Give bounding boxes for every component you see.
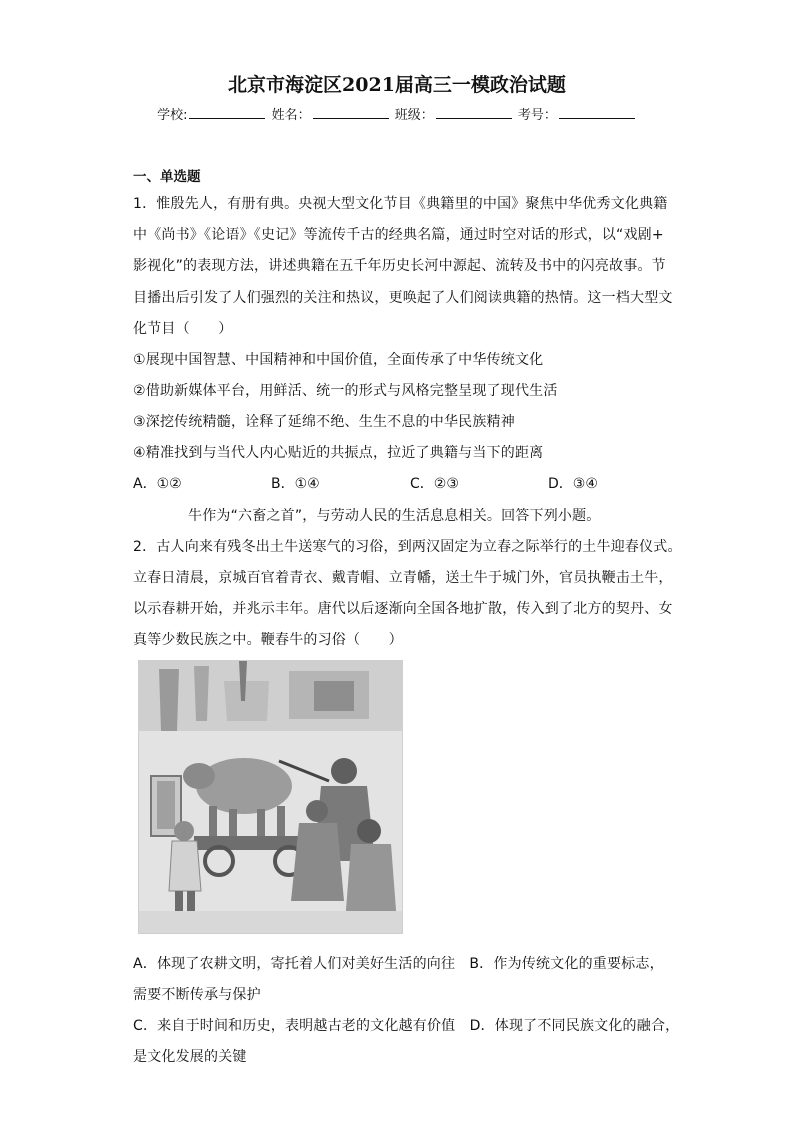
school-blank xyxy=(189,106,265,119)
q1-statement-1: ①展现中国智慧、中国精神和中国价值，全面传承了中华传统文化 xyxy=(133,352,544,368)
name-blank xyxy=(313,106,389,119)
q1-option-a: A．①② xyxy=(133,476,182,492)
school-label: 学校: xyxy=(157,108,188,123)
q1-line-5: 化节目（ ） xyxy=(133,321,233,337)
spring-ox-ceremony-illustration xyxy=(138,660,403,934)
q2-options-line-1: A．体现了农耕文明，寄托着人们对美好生活的向往 B．作为传统文化的重要标志， xyxy=(133,956,664,972)
q1-line-2: 中《尚书》《论语》《史记》等流传千古的经典名篇，通过时空对话的形式，以“戏剧+ xyxy=(133,227,664,243)
page-title: 北京市海淀区2021届高三一模政治试题 xyxy=(228,74,566,96)
name-label: 姓名： xyxy=(271,108,311,123)
q2-line-2: 立春日清晨，京城百官着青衣、戴青帽、立青幡，送土牛于城门外，官员执鞭击土牛， xyxy=(133,570,673,586)
q1-statement-3: ③深挖传统精髓，诠释了延绵不绝、生生不息的中华民族精神 xyxy=(133,414,515,430)
q1-statement-2: ②借助新媒体平台，用鲜活、统一的形式与风格完整呈现了现代生活 xyxy=(133,383,558,399)
illustration-drawing xyxy=(139,661,402,933)
q2-options-line-4: 是文化发展的关键 xyxy=(133,1049,247,1065)
class-label: 班级： xyxy=(394,108,434,123)
q2-line-3: 以示春耕开始，并兆示丰年。唐代以后逐渐向全国各地扩散，传入到了北方的契丹、女 xyxy=(133,601,673,617)
q2-options-line-3: C．来自于时间和历史，表明越古老的文化越有价值 D．体现了不同民族文化的融合， xyxy=(133,1018,680,1034)
q1-statement-4: ④精准找到与当代人内心贴近的共振点，拉近了典籍与当下的距离 xyxy=(133,445,544,461)
q2-line-4: 真等少数民族之中。鞭春牛的习俗（ ） xyxy=(133,632,403,648)
q1-line-4: 目播出后引发了人们强烈的关注和热议，更唤起了人们阅读典籍的热情。这一档大型文 xyxy=(133,290,673,306)
q1-option-d: D．③④ xyxy=(548,476,598,492)
q2-options-line-2: 需要不断传承与保护 xyxy=(133,987,261,1003)
class-blank xyxy=(436,106,512,119)
number-label: 考号： xyxy=(517,108,557,123)
section-title: 一、单选题 xyxy=(133,169,201,185)
q1-line-3: 影视化”的表现方法，讲述典籍在五千年历史长河中源起、流转及书中的闪亮故事。节 xyxy=(133,258,666,274)
number-blank xyxy=(559,106,635,119)
q1-option-c: C．②③ xyxy=(410,476,459,492)
question-group-intro: 牛作为“六畜之首”，与劳动人民的生活息息相关。回答下列小题。 xyxy=(188,508,601,524)
q2-line-1: 2．古人向来有残冬出土牛送寒气的习俗，到两汉固定为立春之际举行的土牛迎春仪式。 xyxy=(133,539,682,555)
q1-option-b: B．①④ xyxy=(271,476,320,492)
q1-line-1: 1．惟殷先人，有册有典。央视大型文化节目《典籍里的中国》聚焦中华优秀文化典籍 xyxy=(133,196,668,212)
student-info-row xyxy=(0,104,794,123)
